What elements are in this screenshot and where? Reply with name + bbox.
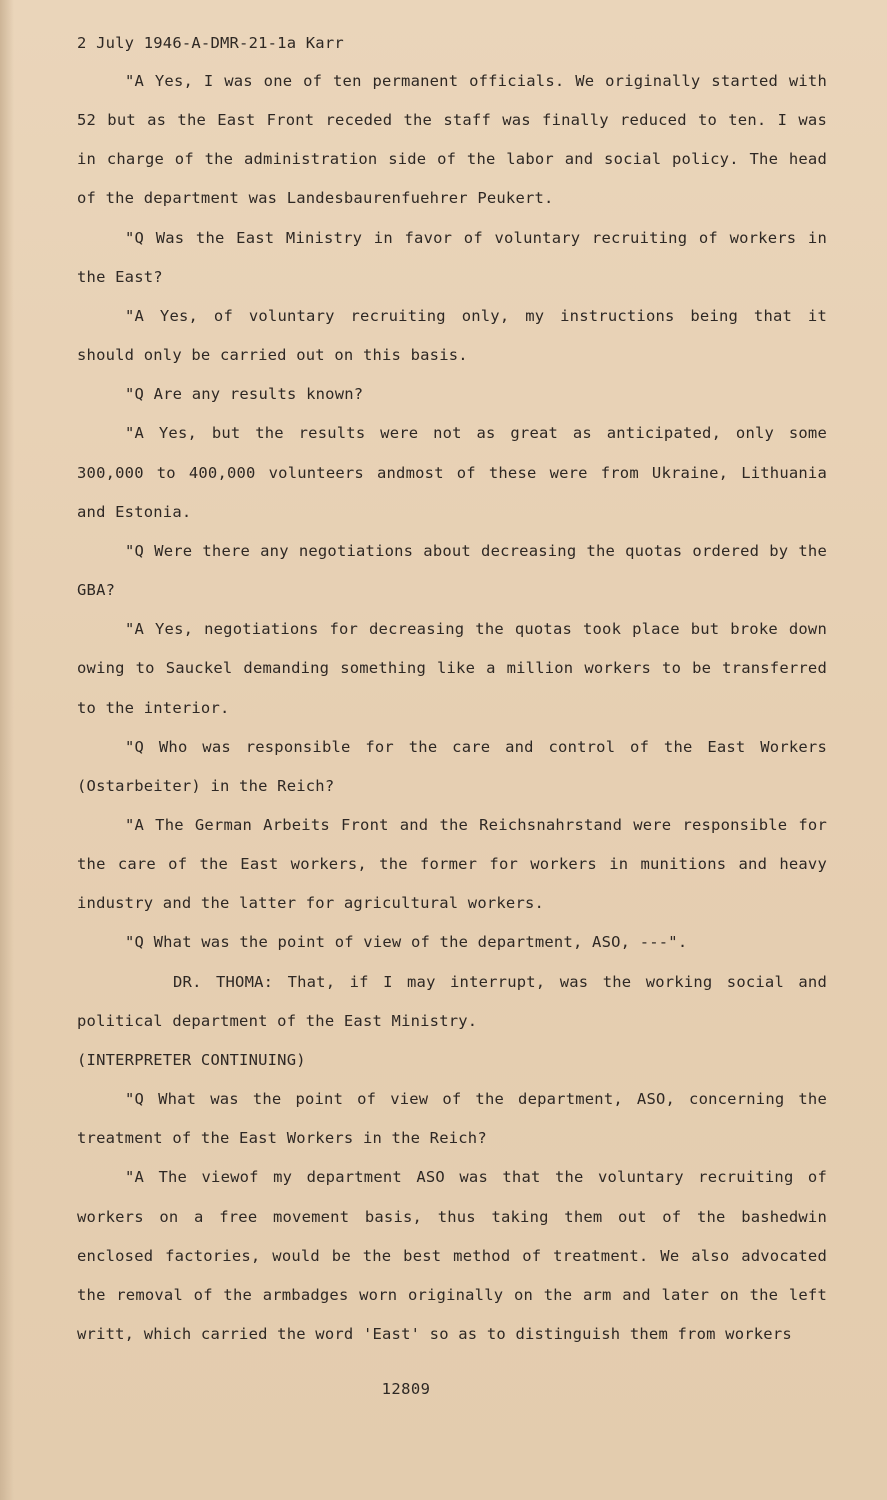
paragraph: "A Yes, I was one of ten permanent officials. We originally started with 52 but as the East Front receded the staff was finally reduced to ten. I was in charge of the administration side of the labor and social policy. The head of the department was Landesbaurenfuehrer Peukert.	[77, 72, 827, 208]
paragraph: DR. THOMA: That, if I may interrupt, was the working social and political department of the East Ministry.	[77, 972, 827, 1030]
paragraph: "Q Who was responsible for the care and control of the East Workers (Ostarbeiter) in the Reich?	[77, 737, 827, 795]
paragraph: "Q What was the point of view of the department, ASO, ---".	[125, 933, 688, 952]
paragraph: "A Yes, negotiations for decreasing the quotas took place but broke down owing to Sauckel demanding something like a million workers to be transferred to the interior.	[77, 620, 827, 717]
paragraph: "Q What was the point of view of the department, ASO, concerning the treatment of the East Workers in the Reich?	[77, 1090, 827, 1148]
document-header: 2 July 1946-A-DMR-21-1a Karr	[77, 34, 344, 52]
paragraph: "Q Were there any negotiations about decreasing the quotas ordered by the GBA?	[77, 541, 827, 600]
page-number: 12809	[381, 1380, 431, 1398]
paragraph: "Q Are any results known?	[125, 385, 364, 404]
paragraph: (INTERPRETER CONTINUING)	[77, 1050, 306, 1069]
page-edge-shadow	[0, 0, 14, 1500]
document-body	[77, 62, 827, 1354]
paragraph: "A Yes, of voluntary recruiting only, my instructions being that it should only be carried out on this basis.	[77, 306, 827, 365]
paragraph: "Q Was the East Ministry in favor of voluntary recruiting of workers in the East?	[77, 228, 827, 286]
paragraph: "A Yes, but the results were not as great as anticipated, only some 300,000 to 400,000 volunteers andmost of these were from Ukraine, Lithuania and Estonia.	[77, 424, 827, 521]
paragraph: "A The German Arbeits Front and the Reichsnahrstand were responsible for the care of the East workers, the former for workers in munitions and heavy industry and the latter for agricultural workers.	[77, 815, 827, 913]
paragraph: "A The viewof my department ASO was that the voluntary recruiting of workers on a free movement basis, thus taking them out of the bashedwin enclosed factories, would be the best method of treatment. We also advocated the removal of the armbadges worn originally on the arm and later on the left writt, which carried the word 'East' so as to distinguish them from workers	[77, 1168, 827, 1343]
